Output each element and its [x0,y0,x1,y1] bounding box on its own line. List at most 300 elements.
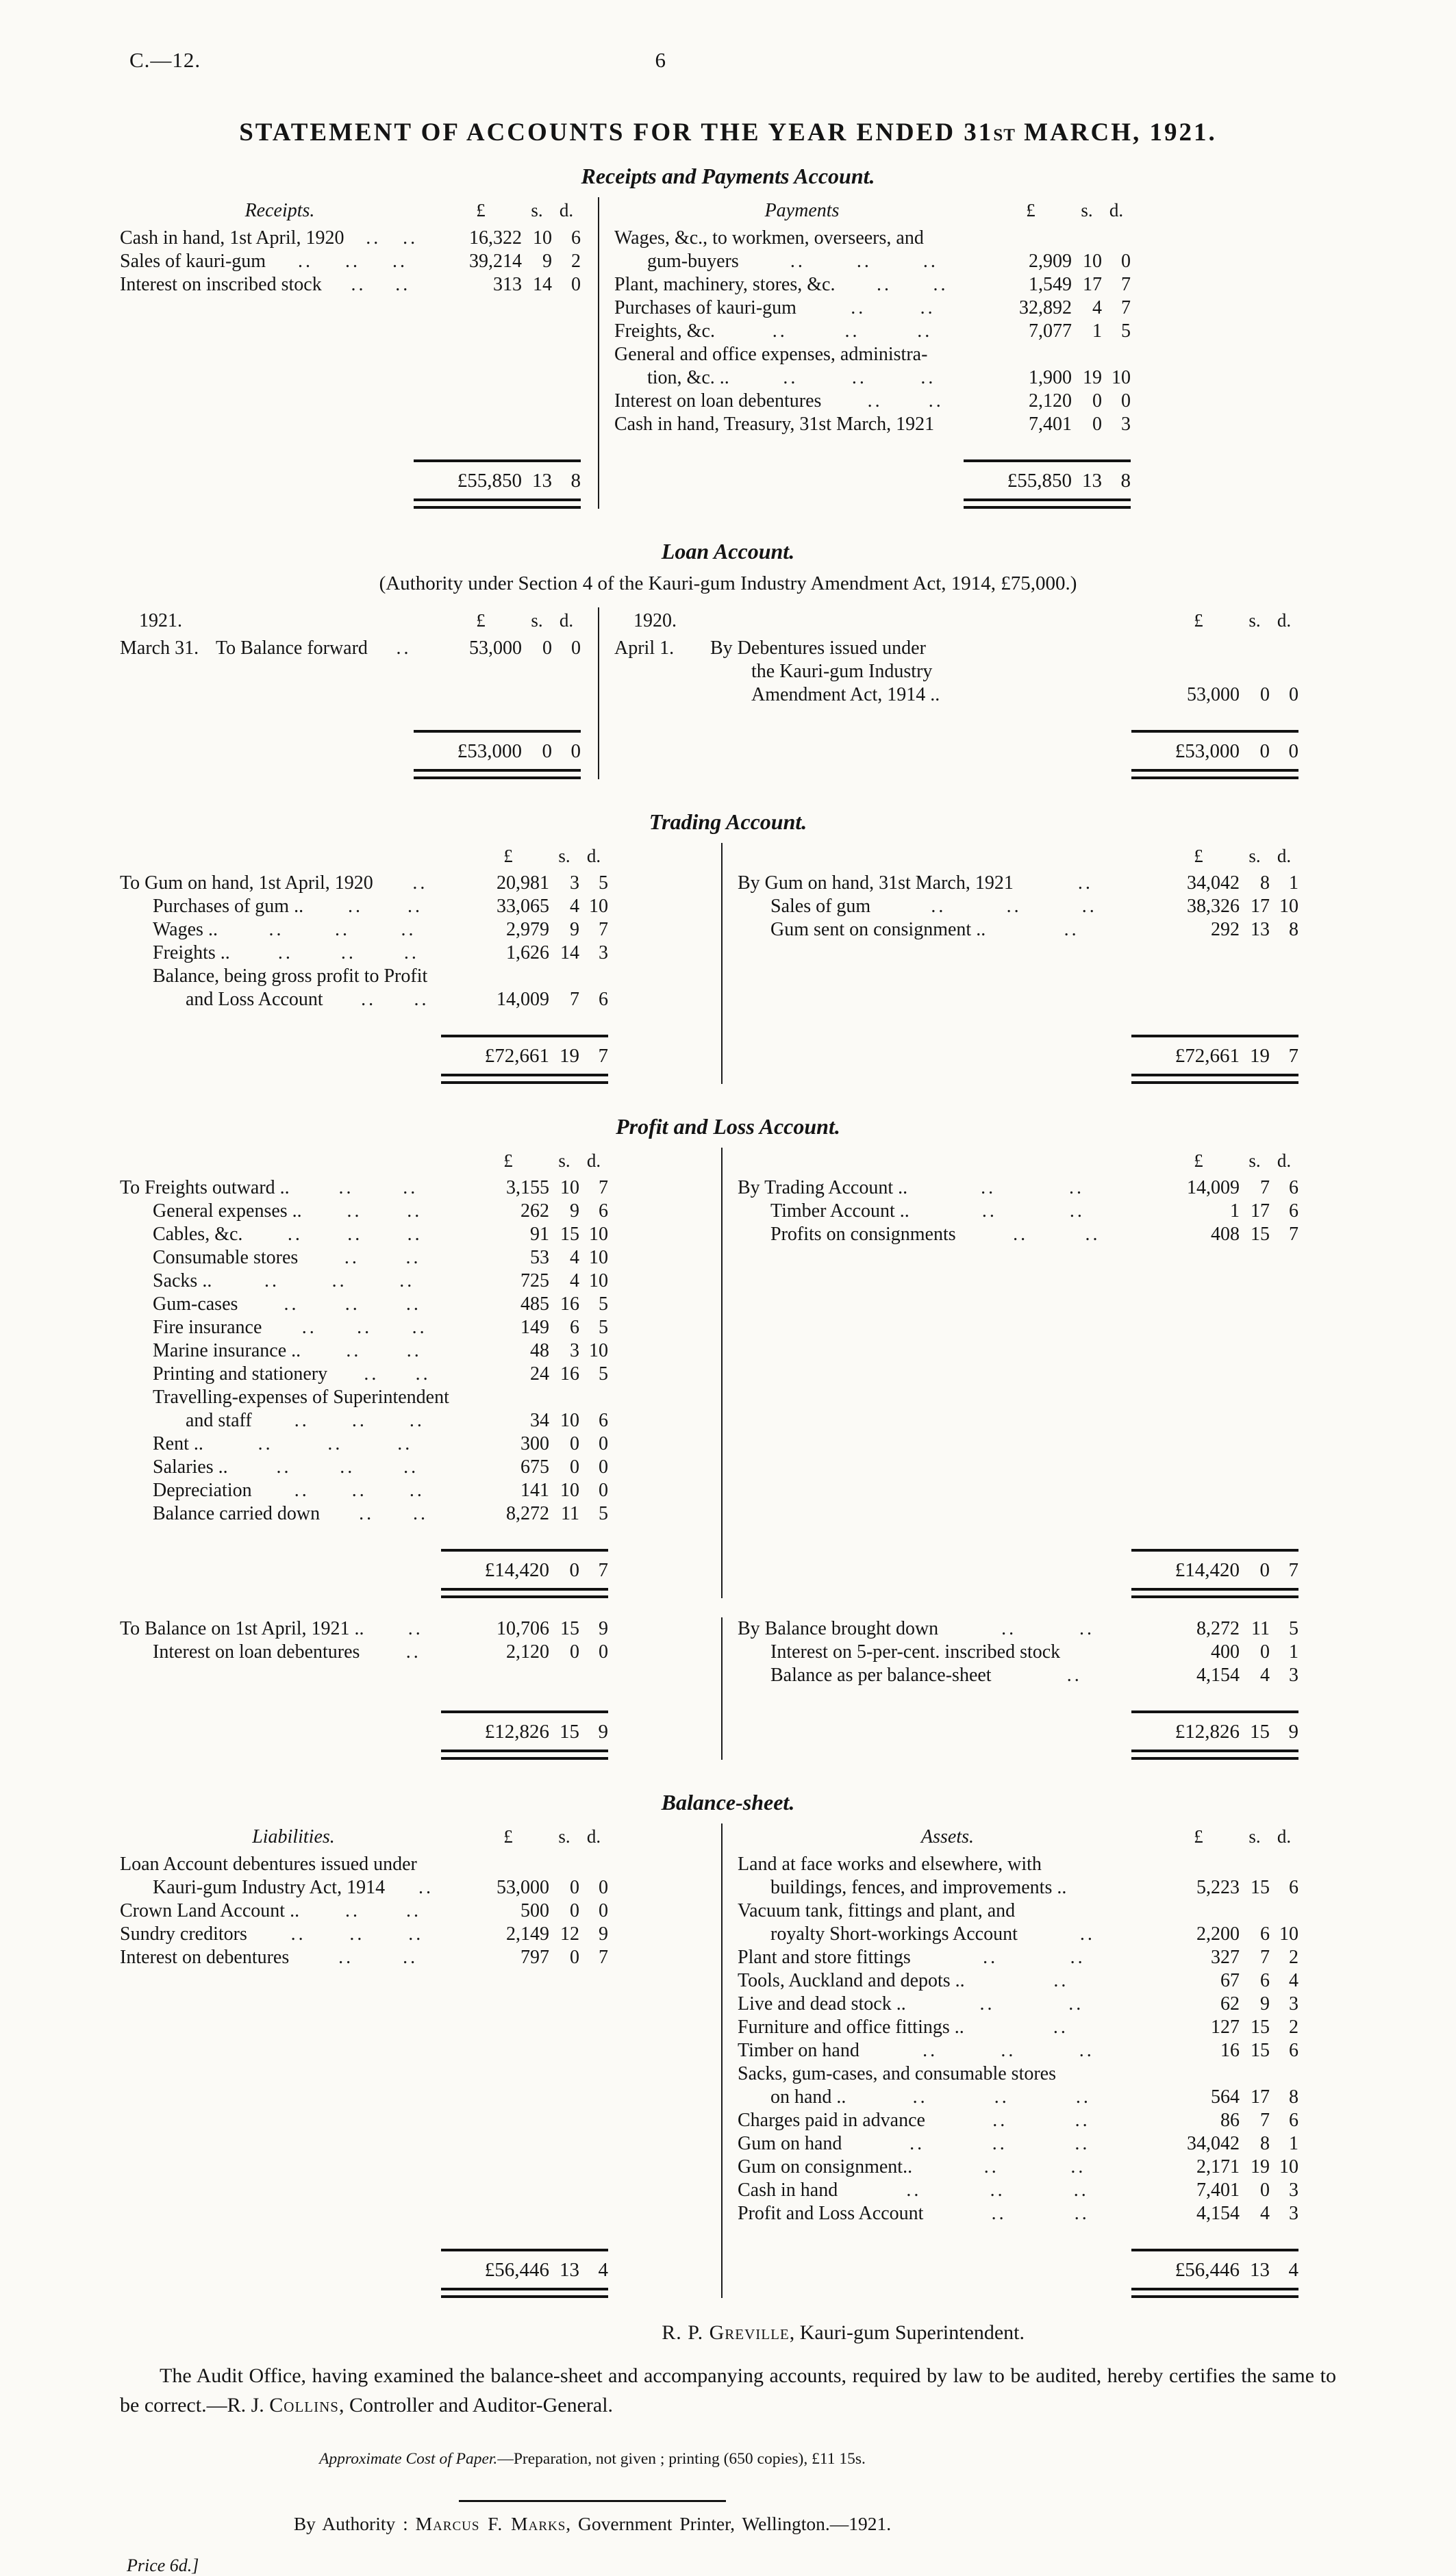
account-row [614,366,1336,390]
currency-column-heads [1157,1148,1298,1174]
dot-pair: .. [983,1947,999,1968]
amount-shillings: 16 [560,1363,579,1385]
row-label: Gum on hand [738,2133,842,2154]
account-side-right [723,1617,1336,1760]
pounds-head: £ [476,610,486,631]
row-label: Balance, being gross profit to Profit [153,965,428,987]
amount-pence: 9 [599,1618,608,1639]
account-row [120,1432,721,1456]
leader-dots [290,1176,467,1200]
row-label: Interest on loan debentures [153,1641,360,1663]
dot-pair: .. [1053,2017,1068,2038]
amount-columns [990,250,1131,273]
dot-pair: .. [334,919,350,940]
amount-pence: 0 [599,1900,608,1921]
amount-columns [467,1923,608,1946]
row-label: Purchases of gum .. [153,896,304,917]
leader-dots [821,390,990,413]
total-pence: 9 [598,1721,608,1743]
amount-pounds: 32,892 [1019,297,1072,318]
dot-pair: .. [1069,1177,1085,1198]
amount-pounds: 8,272 [506,1503,549,1524]
currency-column-heads [1157,607,1298,633]
account-row [738,2062,1336,2086]
account-row [120,1316,721,1339]
amount-columns [467,1363,608,1386]
account-row [120,1946,721,1969]
row-label: Marine insurance .. [153,1340,301,1361]
ledger-rows [120,227,598,296]
dot-pair: .. [856,251,872,272]
amount-pounds: 2,979 [506,919,549,940]
total-pounds: £14,420 [1175,1559,1240,1581]
amount-pence: 1 [1289,872,1298,894]
amount-pence: 5 [1121,320,1131,342]
leader-dots [715,320,990,343]
leader-dots [964,2016,1157,2039]
currency-column-heads [440,607,581,633]
row-label: Tools, Auckland and depots .. [738,1970,965,1991]
account-side-right [723,1148,1336,1598]
leader-dots [385,1876,467,1899]
total-shillings: 0 [569,1559,579,1581]
shillings-head: s. [1248,1826,1261,1847]
row-label: Cash in hand, 1st April, 1920 [120,227,344,249]
leader-dots [302,1200,467,1223]
dot-pair: .. [403,227,418,249]
amount-pounds: 24 [530,1363,549,1385]
amount-shillings: 9 [542,251,552,272]
account-row [120,1270,721,1293]
amount-pounds: 86 [1220,2110,1240,2131]
dot-pair: .. [408,1923,424,1945]
leader-dots [322,273,440,296]
account-row [738,1946,1336,1969]
dot-pair: .. [395,274,411,295]
dot-pair: .. [1068,1993,1084,2015]
account-row [614,250,1336,273]
dot-pair: .. [992,2133,1007,2154]
total-row [414,733,581,769]
row-label: Cash in hand, Treasury, 31st March, 1921 [614,414,935,435]
amount-pence: 7 [599,1177,608,1198]
leader-dots [909,1200,1157,1223]
dot-pair: .. [331,1270,347,1291]
amount-pounds: 292 [1211,919,1240,940]
account-row [738,1617,1336,1641]
total-block [441,1710,608,1760]
amount-pounds: 262 [520,1200,549,1222]
account-row [120,918,721,942]
amount-columns [990,320,1131,343]
total-shillings: 15 [560,1721,579,1743]
amount-pence: 0 [599,1456,608,1478]
total-rule-double [1131,769,1298,779]
total-rule-double [441,1074,608,1084]
amount-shillings: 15 [1251,1877,1270,1898]
amount-pounds: 14,009 [1187,1177,1240,1198]
row-label: Interest on debentures [120,1947,290,1968]
dot-pair: .. [399,1270,415,1291]
amount-columns [1157,872,1298,895]
amount-pence: 9 [599,1923,608,1945]
amount-pounds: 16,322 [469,227,522,249]
amount-pence: 4 [1289,1970,1298,1991]
amount-pence: 0 [571,637,581,659]
row-label: Charges paid in advance [738,2110,925,2131]
dot-pair: .. [344,1293,360,1315]
column-head-row [738,1823,1336,1850]
ledger-rows [120,1853,721,1969]
leader-dots [992,1664,1157,1687]
account-table-continuation [120,1617,1336,1760]
account-row [120,1223,721,1246]
ledger-rows [738,872,1336,942]
account-row [738,2179,1336,2202]
amount-pence: 6 [599,1410,608,1431]
row-label: To Freights outward .. [120,1177,290,1198]
leader-dots [360,1641,467,1664]
imprint-line [120,2513,1065,2535]
total-block [1131,1549,1298,1598]
total-pence: 7 [1288,1045,1298,1067]
row-label: Rent .. [153,1433,203,1454]
amount-pounds: 2,149 [506,1923,549,1945]
dot-pair: .. [359,1503,375,1524]
dot-pair: .. [287,1224,303,1245]
dot-pair: .. [412,1317,427,1338]
total-row [1131,1037,1298,1074]
total-block [441,2249,608,2298]
amount-pounds: 16 [1220,2040,1240,2061]
amount-shillings: 6 [1260,1970,1270,1991]
currency-column-heads [467,1823,608,1849]
amount-pence: 0 [1121,251,1131,272]
authority-note: (Authority under Section 4 of the Kauri-gum Industry Amendment Act, 1914, £75,000.) [379,572,1077,594]
ledger-rows [120,637,598,660]
dot-pair: .. [348,896,364,917]
dot-pair: .. [1069,1200,1085,1222]
pence-head: d. [559,200,574,220]
amount-pounds: 48 [530,1340,549,1361]
amount-shillings: 0 [542,637,552,659]
leader-dots [846,2086,1157,2109]
total-row [1131,733,1298,769]
dot-pair: .. [414,989,429,1010]
amount-shillings: 0 [1260,1641,1270,1663]
document-title [120,118,1336,147]
amount-pence: 6 [1289,2110,1298,2131]
amount-pounds: 7,401 [1029,414,1072,435]
total-rule-double [1131,2288,1298,2298]
total-pounds: £72,661 [1175,1045,1240,1067]
amount-shillings: 10 [560,1480,579,1501]
dot-pair: .. [396,637,412,659]
dot-pair: .. [917,320,933,342]
row-label: Furniture and office fittings .. [738,2017,964,2038]
amount-pounds: 53 [530,1247,549,1268]
dot-pair: .. [284,1293,299,1315]
amount-pounds: 14,009 [497,989,549,1010]
amount-shillings: 19 [1083,367,1102,388]
total-block [1131,1035,1298,1084]
dot-pair: .. [1066,1665,1082,1686]
account-row [120,1246,721,1270]
account-section-balance-sheet [120,1790,1336,2298]
amount-columns [1157,1200,1298,1223]
account-row [120,250,598,273]
dot-pair: .. [931,896,946,917]
amount-columns [1157,2109,1298,2132]
dot-pair: .. [851,367,867,388]
amount-pence: 2 [571,251,581,272]
amount-shillings: 9 [570,1200,579,1222]
amount-shillings: 4 [570,896,579,917]
amount-pence: 6 [1289,2040,1298,2061]
amount-columns [1157,1176,1298,1200]
audit-text: The Audit Office, having examined the balance-sheet and accompanying accounts, required by law to be audited, hereby certifies the same to be correct.—R. J. [120,2364,1336,2416]
leader-dots [1014,872,1157,895]
row-label: By Debentures issued under [710,637,926,659]
total-rule-double [1131,1750,1298,1760]
dot-pair: .. [351,1410,367,1431]
amount-pence: 7 [599,919,608,940]
total-shillings: 13 [1082,470,1102,492]
leader-dots [299,1899,467,1923]
amount-columns [1157,2086,1298,2109]
row-label: Printing and stationery [153,1363,328,1385]
dot-pair: .. [1073,2180,1089,2201]
dot-pair: .. [981,1200,997,1222]
amount-pence: 10 [1112,367,1131,388]
total-shillings: 19 [560,1045,579,1067]
dot-pair: .. [340,1456,355,1478]
leader-dots [320,1502,467,1526]
leader-dots [289,1946,467,1969]
account-row [120,1386,721,1409]
row-label: Fire insurance [153,1317,262,1338]
account-row [120,965,721,988]
dot-pair: .. [258,1433,273,1454]
account-title: Receipts and Payments Account. [581,164,875,188]
dot-pair: .. [994,2086,1009,2108]
dot-pair: .. [294,1480,310,1501]
account-row [738,2016,1336,2039]
dot-pair: .. [413,1503,429,1524]
account-row [738,1641,1336,1664]
account-title: Trading Account. [649,809,807,834]
dot-pair: .. [1013,1224,1029,1245]
price-note: Price 6d.] [127,2555,199,2575]
amount-columns [1157,1641,1298,1664]
dot-pair: .. [1077,872,1093,894]
dot-pair: .. [415,1363,431,1385]
account-row [120,1200,721,1223]
leader-dots [373,872,467,895]
dot-pair: .. [338,1177,354,1198]
total-row [441,2251,608,2288]
account-row [738,1969,1336,1993]
account-row [120,895,721,918]
leader-dots [327,1363,467,1386]
amount-shillings: 17 [1251,2086,1270,2108]
leader-dots [838,2179,1157,2202]
total-pounds: £12,826 [484,1721,549,1743]
amount-shillings: 0 [1260,684,1270,705]
side-label: Liabilities. [252,1826,335,1847]
total-pounds: £56,446 [484,2259,549,2281]
total-pounds: £53,000 [457,740,522,762]
dot-pair: .. [366,227,381,249]
leader-dots [986,918,1157,942]
pence-head: d. [1109,200,1124,220]
total-shillings: 19 [1250,1045,1270,1067]
cost-note-rest: —Preparation, not given ; printing (650 copies), £11 15s. [497,2450,866,2468]
amount-pence: 6 [1289,1200,1298,1222]
amount-pounds: 485 [520,1293,549,1315]
dot-pair: .. [407,1200,423,1222]
amount-shillings: 7 [1260,2110,1270,2131]
amount-pence: 0 [1289,684,1298,705]
account-row [738,1853,1336,1876]
amount-shillings: 0 [570,1900,579,1921]
audit-text-tail: , Controller and Auditor-General. [338,2394,614,2416]
account-row [614,660,1336,683]
row-label: Interest on 5-per-cent. inscribed stock [770,1641,1061,1663]
dot-pair: .. [1075,2110,1090,2131]
total-row [1131,2251,1298,2288]
amount-pence: 0 [571,274,581,295]
amount-pounds: 53,000 [1187,684,1240,705]
amount-pounds: 313 [493,274,522,295]
dot-pair: .. [298,251,314,272]
ledger-rows [120,1176,721,1526]
pounds-head: £ [1194,610,1203,631]
amount-shillings: 16 [560,1293,579,1315]
amount-pounds: 500 [520,1900,549,1921]
amount-columns [467,895,608,918]
amount-shillings: 7 [570,989,579,1010]
dot-pair: .. [364,1363,379,1385]
dot-pair: .. [406,1340,422,1361]
account-row [120,1479,721,1502]
amount-columns [1157,2132,1298,2156]
amount-pounds: 1,626 [506,942,549,963]
shillings-head: s. [1248,610,1261,631]
dot-pair: .. [347,1224,363,1245]
account-section-profit-and-loss [120,1114,1336,1760]
leader-dots [252,1409,467,1432]
column-head-row [614,197,1336,224]
amount-pounds: 327 [1211,1947,1240,1968]
shillings-head: s. [558,1150,570,1171]
amount-columns [1157,683,1298,707]
pence-head: d. [1277,1826,1292,1847]
pence-head: d. [1277,846,1292,866]
amount-shillings: 15 [560,1224,579,1245]
leader-dots [247,1923,467,1946]
amount-columns [1157,1946,1298,1969]
leader-dots [212,1270,467,1293]
amount-pence: 3 [1289,2203,1298,2224]
dot-pair: .. [979,1993,995,2015]
year-label: 1921. [139,610,182,631]
amount-pence: 10 [589,896,608,917]
shillings-head: s. [1081,200,1093,220]
pounds-head: £ [1026,200,1035,220]
total-pounds: £55,850 [1007,470,1072,492]
account-side-right [599,197,1336,509]
dot-pair: .. [772,320,788,342]
dot-pair: .. [851,297,866,318]
pounds-head: £ [1194,846,1203,866]
imprint-printer-name: Marcus F. Marks [415,2513,566,2534]
amount-pence: 5 [599,872,608,894]
shillings-head: s. [531,610,543,631]
amount-pounds: 675 [520,1456,549,1478]
dot-pair: .. [1001,2040,1016,2061]
dot-pair: .. [991,2203,1007,2224]
dot-pair: .. [920,367,936,388]
row-label: By Trading Account .. [738,1177,908,1198]
document-title-text: STATEMENT OF ACCOUNTS FOR THE YEAR ENDED 31 [239,118,994,147]
total-pence: 9 [1288,1721,1298,1743]
account-row [738,1993,1336,2016]
amount-shillings: 10 [533,227,552,249]
amount-columns [467,1876,608,1899]
leader-dots [301,1339,467,1363]
amount-shillings: 0 [570,1433,579,1454]
amount-pounds: 1,549 [1029,274,1072,295]
dot-pair: .. [406,1900,421,1921]
leader-dots [956,1223,1157,1246]
document-title-tail: MARCH, 1921. [1015,118,1217,147]
total-row [414,462,581,498]
dot-pair: .. [294,1410,310,1431]
amount-columns [467,1432,608,1456]
row-label: Travelling-expenses of Superintendent [153,1387,449,1408]
row-label: Consumable stores [153,1247,299,1268]
pounds-head: £ [1194,1150,1203,1171]
pence-head: d. [559,610,574,631]
total-rule-double [441,1588,608,1598]
account-row [738,918,1336,942]
total-row [964,462,1131,498]
currency-column-heads [1157,843,1298,869]
dot-pair: .. [922,2040,938,2061]
amount-pence: 5 [599,1317,608,1338]
amount-pence: 10 [589,1247,608,1268]
dot-pair: .. [407,896,423,917]
pence-head: d. [1277,1150,1292,1171]
side-label: Payments [764,200,840,221]
amount-columns [1157,2179,1298,2202]
leader-dots [266,250,440,273]
account-row [120,1853,721,1876]
amount-shillings: 11 [561,1503,579,1524]
amount-pounds: 3,155 [506,1177,549,1198]
amount-pounds: 8,272 [1196,1618,1240,1639]
leader-dots [242,1223,467,1246]
account-table [120,197,1336,509]
total-rule-double [964,498,1131,509]
row-label: buildings, fences, and improvements .. [770,1877,1067,1898]
account-row [738,2039,1336,2062]
amount-pounds: 4,154 [1196,2203,1240,2224]
total-row [441,1037,608,1074]
amount-shillings: 0 [570,1641,579,1663]
amount-pence: 10 [589,1270,608,1291]
